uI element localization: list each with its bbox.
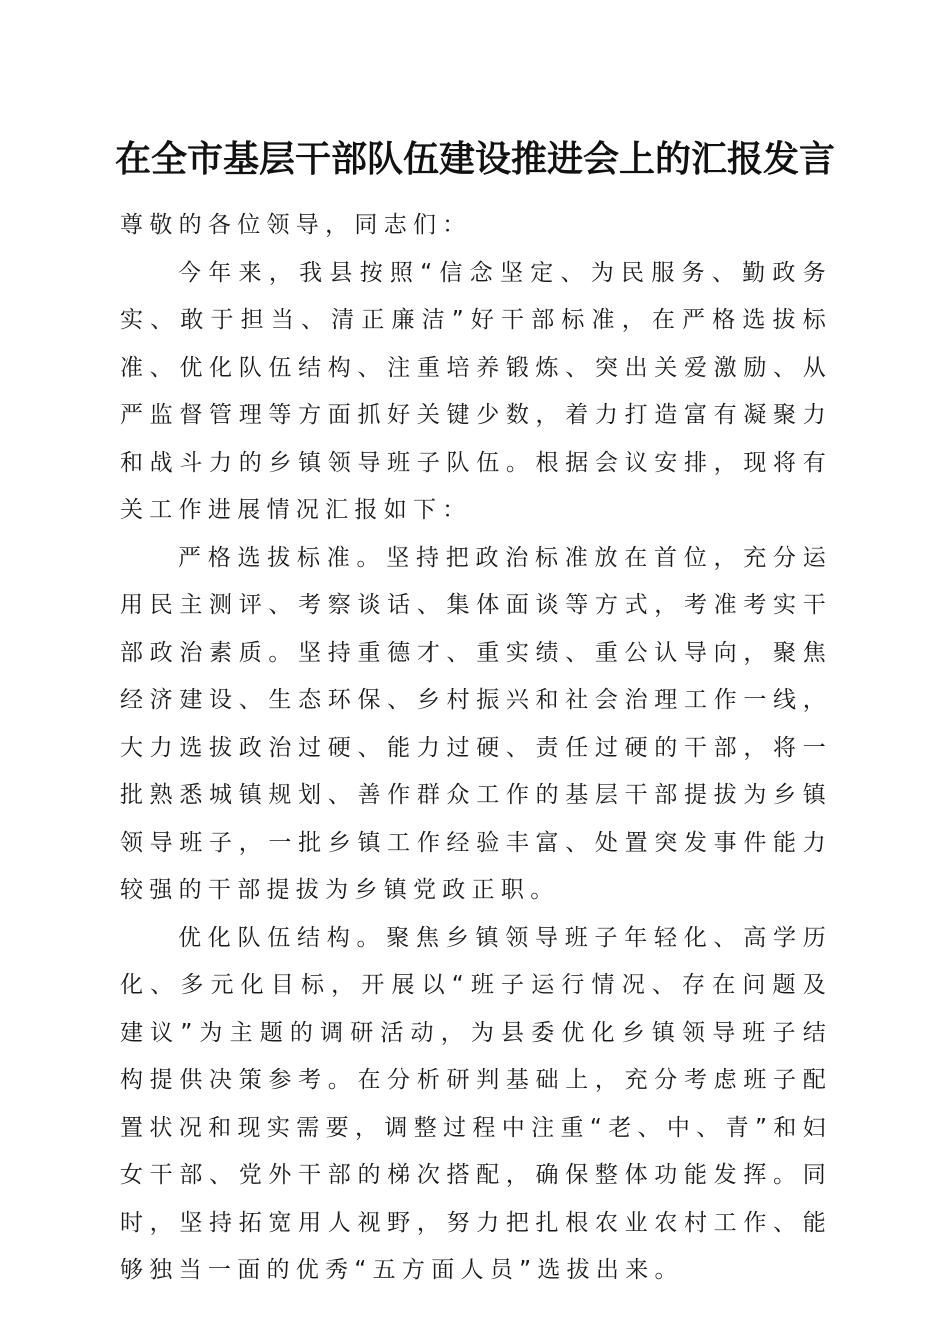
paragraph-strict-selection: 严格选拔标准。坚持把政治标准放在首位，充分运用民主测评、考察谈话、集体面谈等方式，考准考实干部政治素质。坚持重德才、重实绩、重公认导向，聚焦经济建设、生态环保、乡村振兴和社会治理工作一线，大力选拔政治过硬、能力过硬、责任过硬的干部，将一批熟悉城镇规划、善作群众工作的基层干部提拔为乡镇领导班子，一批乡镇工作经验丰富、处置突发事件能力较强的干部提拔为乡镇党政正职。 bbox=[120, 544, 832, 903]
document-body bbox=[120, 202, 832, 1295]
salutation: 尊敬的各位领导，同志们： bbox=[120, 212, 472, 238]
paragraph-optimize-structure: 优化队伍结构。聚焦乡镇领导班子年轻化、高学历化、多元化目标，开展以“班子运行情况、存在问题及建议”为主题的调研活动，为县委优化乡镇领导班子结构提供决策参考。在分析研判基础上，充分考虑班子配置状况和现实需要，调整过程中注重“老、中、青”和妇女干部、党外干部的梯次搭配，确保整体功能发挥。同时，坚持拓宽用人视野，努力把扎根农业农村工作、能够独当一面的优秀“五方面人员”选拔出来。 bbox=[120, 924, 832, 1283]
paragraph-intro: 今年来，我县按照“信念坚定、为民服务、勤政务实、敢于担当、清正廉洁”好干部标准，在严格选拔标准、优化队伍结构、注重培养锻炼、突出关爱激励、从严监督管理等方面抓好关键少数，着力打造富有凝聚力和战斗力的乡镇领导班子队伍。根据会议安排，现将有关工作进展情况汇报如下： bbox=[120, 259, 832, 523]
document-title: 在全市基层干部队伍建设推进会上的汇报发言 bbox=[114, 138, 835, 180]
